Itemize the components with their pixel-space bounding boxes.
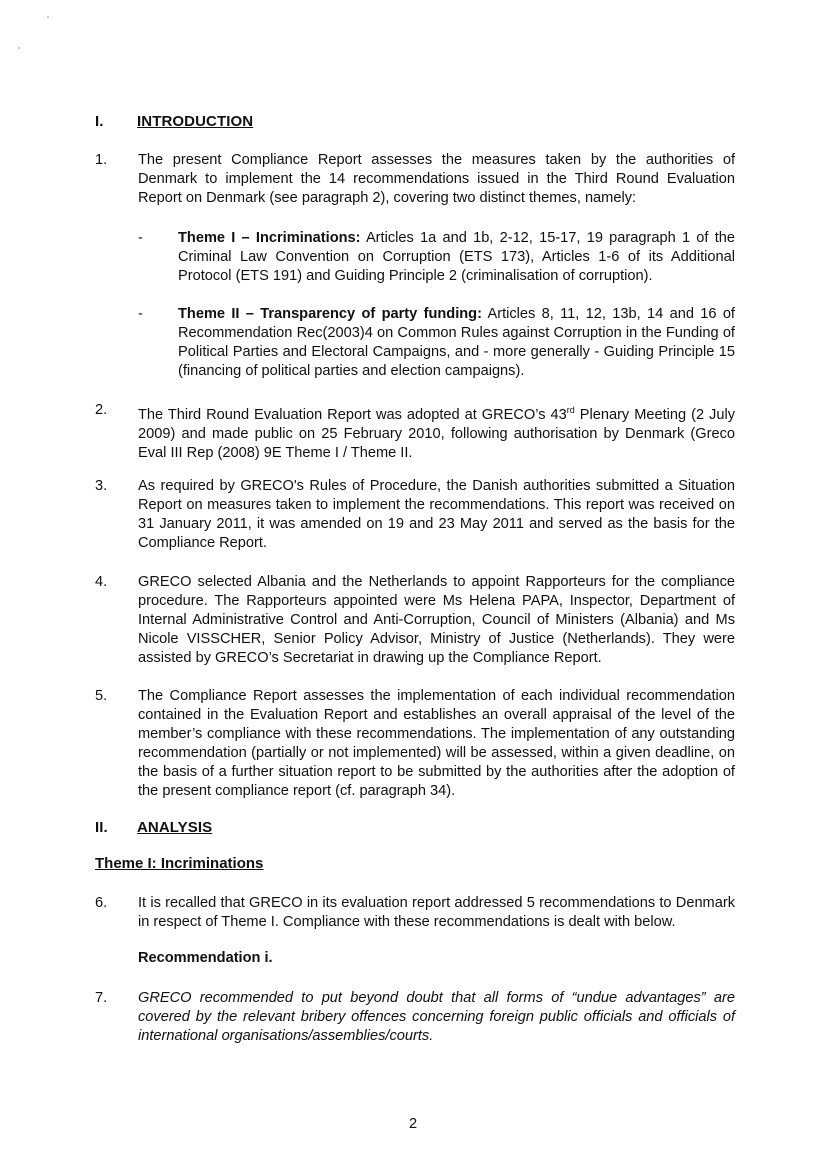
bullet-label: Theme I – Incriminations: (178, 230, 361, 246)
bullet-text: Articles 1a and 1b, 2-12, 15-17, 19 paragraph 1 of the Criminal Law Convention on Corruption (ETS 173), Articles 1-6 of its Additional Protocol (ETS 191) and Guiding Principle 2 (criminalisation of corruption). (178, 230, 735, 284)
scan-speck (47, 16, 49, 18)
paragraph-text: It is recalled that GRECO in its evaluation report addressed 5 recommendations to Denmark in respect of Theme I. Compliance with these recommendations is dealt with below. (138, 895, 735, 930)
bullet-theme-1 (138, 229, 735, 286)
paragraph-1 (95, 151, 735, 208)
paragraph-text-b: Plenary Meeting (2 July 2009) and made public on 25 February 2010, following authorisation by Denmark (Greco Eval III Rep (2008) 9E Theme I / Theme II. (138, 406, 735, 461)
section-heading-analysis (95, 819, 212, 836)
bullet-dash: - (138, 306, 143, 322)
bullet-text: Articles 8, 11, 12, 13b, 14 and 16 of Recommendation Rec(2003)4 on Common Rules against Corruption in the Funding of Political Parties and Electoral Campaigns, and - more generally - Guiding Principle 15 (financing of political parties and election campaigns). (178, 306, 735, 379)
recommendation-heading: Recommendation i. (138, 950, 273, 966)
paragraph-number: 1. (95, 152, 108, 168)
section-number: I. (95, 113, 104, 130)
paragraph-number: 3. (95, 478, 108, 494)
paragraph-number: 7. (95, 990, 108, 1006)
section-title: INTRODUCTION (137, 113, 254, 130)
paragraph-text: GRECO recommended to put beyond doubt that all forms of “undue advantages” are covered by the relevant bribery offences concerning foreign public officials and officials of international organisations/assemblies/courts. (138, 990, 735, 1044)
bullet-label: Theme II – Transparency of party funding: (178, 306, 482, 322)
paragraph-text: As required by GRECO's Rules of Procedure, the Danish authorities submitted a Situation Report on measures taken to implement the recommendations. This report was received on 31 January 2011, it was amended on 19 and 23 May 2011 and served as the basis for the Compliance Report. (138, 478, 735, 551)
paragraph-2 (95, 401, 735, 463)
paragraph-number: 6. (95, 895, 108, 911)
paragraph-number: 2. (95, 402, 108, 418)
paragraph-number: 5. (95, 688, 108, 704)
bullet-dash: - (138, 230, 143, 246)
paragraph-text: The present Compliance Report assesses the measures taken by the authorities of Denmark to implement the 14 recommendations issued in the Third Round Evaluation Report on Denmark (see paragraph 2), covering two distinct themes, namely: (138, 152, 735, 206)
paragraph-text: The Compliance Report assesses the implementation of each individual recommendation contained in the Evaluation Report and establishes an overall appraisal of the level of the member’s compliance with these recommendations. The implementation of any outstanding recommendation (partially or not implemented) will be assessed, within a given deadline, on the basis of a further situation report to be submitted by the authorities after the adoption of the present compliance report (cf. paragraph 34). (138, 688, 735, 799)
section-number: II. (95, 819, 108, 836)
paragraph-text-a: The Third Round Evaluation Report was adopted at GRECO’s 43 (138, 406, 567, 423)
superscript: rd (566, 405, 575, 415)
paragraph-3 (95, 477, 735, 553)
page-number: 2 (408, 1116, 418, 1132)
scan-speck (18, 47, 20, 49)
paragraph-7 (95, 989, 735, 1046)
section-title: ANALYSIS (137, 819, 213, 836)
paragraph-5 (95, 687, 735, 801)
paragraph-number: 4. (95, 574, 108, 590)
section-heading-introduction (95, 113, 253, 130)
theme-heading: Theme I: Incriminations (95, 855, 264, 872)
paragraph-text: GRECO selected Albania and the Netherlands to appoint Rapporteurs for the compliance procedure. The Rapporteurs appointed were Ms Helena PAPA, Inspector, Department of Internal Administrative Control and Anti-Corruption, Council of Ministers (Albania) and Ms Nicole VISSCHER, Senior Policy Advisor, Ministry of Justice (Netherlands). They were assisted by GRECO’s Secretariat in drawing up the Compliance Report. (138, 574, 735, 666)
bullet-theme-2 (138, 305, 735, 381)
paragraph-4 (95, 573, 735, 668)
paragraph-6 (95, 894, 735, 932)
